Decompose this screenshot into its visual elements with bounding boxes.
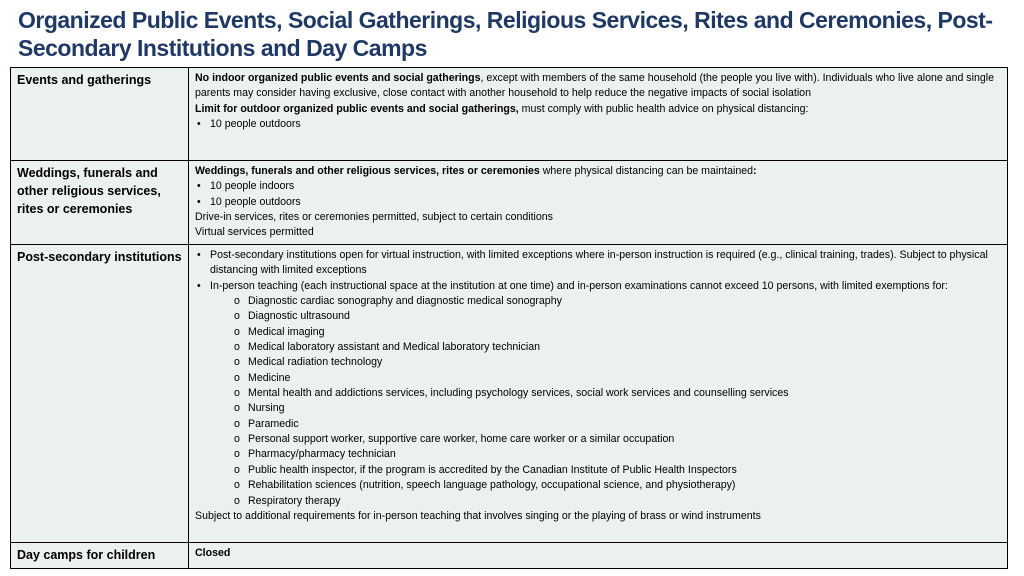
list-item: • 10 people outdoors — [195, 117, 1001, 132]
table-row-daycamps — [11, 543, 1008, 569]
bullet-icon: • — [197, 249, 201, 261]
category-postsecondary: Post-secondary institutions — [11, 245, 189, 543]
circle-bullet-icon: o — [234, 341, 240, 354]
table-row-weddings — [11, 161, 1008, 245]
circle-bullet-icon: o — [234, 463, 240, 476]
exemption-item: o Pharmacy/pharmacy technician — [195, 447, 1001, 462]
status-closed: Closed — [195, 547, 231, 559]
circle-bullet-icon: o — [234, 387, 240, 400]
list-item: • In-person teaching (each instructional space at the institution at one time) and in-person examinations cannot exceed 10 persons, with limited exemptions for: — [195, 279, 1001, 294]
bullet-icon: • — [197, 180, 201, 193]
page-title: Organized Public Events, Social Gatherings, Religious Services, Rites and Ceremonies, Post-Secondary Institutions and Day Camps — [18, 7, 993, 61]
exemption-item: o Medicine — [195, 371, 1001, 386]
category-daycamps: Day camps for children — [11, 543, 189, 569]
category-events: Events and gatherings — [11, 68, 189, 161]
exemption-item: o Nursing — [195, 401, 1001, 416]
circle-bullet-icon: o — [234, 325, 240, 338]
exemption-item: o Personal support worker, supportive care worker, home care worker or a similar occupation — [195, 432, 1001, 447]
table-row-events — [11, 68, 1008, 161]
list-item: • 10 people outdoors — [195, 195, 1001, 210]
events-outdoor-rule: Limit for outdoor organized public events and social gatherings, must comply with public health advice on physical distancing: — [195, 102, 809, 115]
exemption-item: o Respiratory therapy — [195, 494, 1001, 509]
exemption-item: o Public health inspector, if the program is accredited by the Canadian Institute of Public Health Inspectors — [195, 463, 1001, 478]
details-daycamps — [189, 543, 1008, 569]
circle-bullet-icon: o — [234, 417, 240, 430]
exemption-item: o Diagnostic ultrasound — [195, 309, 1001, 324]
postsecondary-footer: Subject to additional requirements for in-person teaching that involves singing or the playing of brass or wind instruments — [195, 509, 761, 522]
exemption-item: o Medical radiation technology — [195, 355, 1001, 370]
virtual-note: Virtual services permitted — [195, 226, 314, 239]
list-item: • 10 people indoors — [195, 179, 1001, 194]
drive-in-note: Drive-in services, rites or ceremonies permitted, subject to certain conditions — [195, 211, 553, 224]
weddings-rule: Weddings, funerals and other religious services, rites or ceremonies where physical distancing can be maintained: — [195, 165, 757, 177]
exemption-item: o Medical imaging — [195, 325, 1001, 340]
circle-bullet-icon: o — [234, 494, 240, 507]
bullet-icon: • — [197, 279, 201, 292]
details-postsecondary — [189, 245, 1008, 543]
circle-bullet-icon: o — [234, 371, 240, 384]
table-row-postsecondary — [11, 245, 1008, 543]
list-item: • Post-secondary institutions open for virtual instruction, with limited exceptions where in-person instruction is required (e.g., clinical training, trades). Subject to physical distancing with limited exceptions — [197, 249, 988, 277]
circle-bullet-icon: o — [234, 433, 240, 446]
exemption-item: o Diagnostic cardiac sonography and diagnostic medical sonography — [195, 294, 1001, 309]
exemption-list — [195, 294, 1001, 509]
details-weddings — [189, 161, 1008, 245]
exemption-item: o Medical laboratory assistant and Medical laboratory technician — [195, 340, 1001, 355]
circle-bullet-icon: o — [234, 479, 240, 492]
circle-bullet-icon: o — [234, 402, 240, 415]
circle-bullet-icon: o — [234, 448, 240, 461]
events-indoor-rule: No indoor organized public events and social gatherings, except with members of the same household (the people you live with). Individuals who live alone and single parents may consider having exclusive, close contact with another household to help reduce the negative impacts of social isolation — [195, 72, 994, 100]
bullet-icon: • — [197, 195, 201, 208]
exemption-item: o Paramedic — [195, 417, 1001, 432]
exemption-item: o Rehabilitation sciences (nutrition, speech language pathology, occupational science, and physiotherapy) — [195, 478, 1001, 493]
details-events — [189, 68, 1008, 161]
circle-bullet-icon: o — [234, 356, 240, 369]
restrictions-table — [10, 67, 1008, 569]
circle-bullet-icon: o — [234, 295, 240, 308]
circle-bullet-icon: o — [234, 310, 240, 323]
exemption-item: o Mental health and addictions services, including psychology services, social work services and counselling services — [195, 386, 1001, 401]
bullet-icon: • — [197, 118, 201, 131]
category-weddings: Weddings, funerals and other religious services, rites or ceremonies — [11, 161, 189, 245]
